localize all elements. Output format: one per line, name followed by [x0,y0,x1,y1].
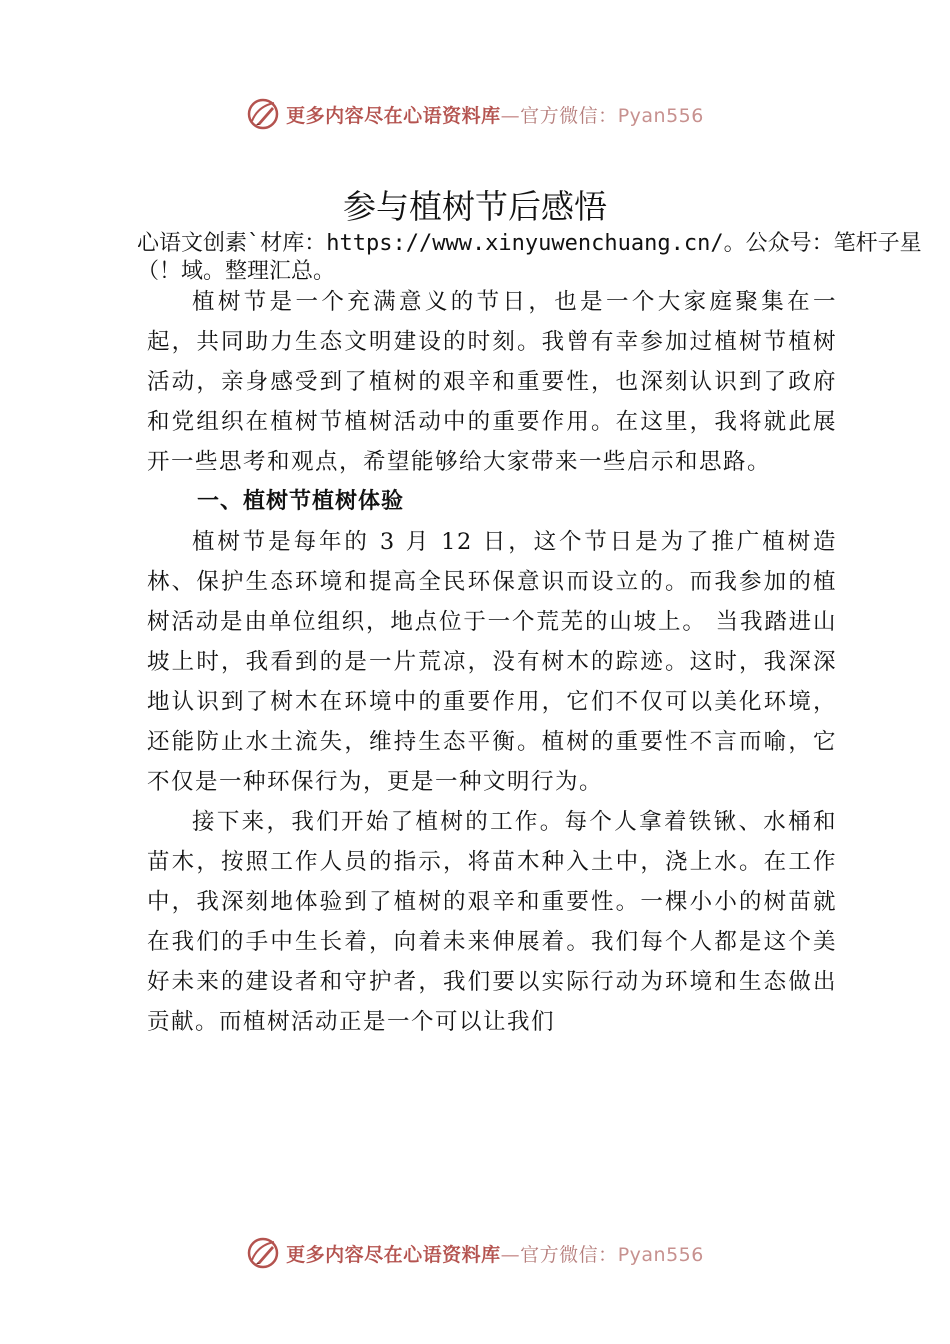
document-body [147,282,837,1042]
banner-text [286,101,704,128]
pen-logo-icon [246,1236,280,1270]
banner-text [286,1240,704,1267]
document-title: 参与植树节后感悟 [343,187,607,226]
paragraph: 接下来，我们开始了植树的工作。每个人拿着铁锹、水桶和苗木，按照工作人员的指示，将苗木种入土中，浇上水。在工作中，我深刻地体验到了植树的艰辛和重要性。一棵小小的树苗就在我们的手中生长着，向着未来伸展着。我们每个人都是这个美好未来的建设者和守护者，我们要以实际行动为环境和生态做出贡献。而植树活动正是一个可以让我们 [147,809,837,1035]
paragraph: 植树节是一个充满意义的节日，也是一个大家庭聚集在一起，共同助力生态文明建设的时刻。我曾有幸参加过植树节植树活动，亲身感受到了植树的艰辛和重要性，也深刻认识到了政府和党组织在植树节植树活动中的重要作用。在这里，我将就此展开一些思考和观点，希望能够给大家带来一些启示和思路。 [147,289,837,475]
header-banner [0,94,950,134]
footer-banner [0,1233,950,1273]
banner-dash: — [500,1243,521,1266]
banner-wechat-id: Pyan556 [617,1243,704,1266]
banner-dash: — [500,104,521,127]
banner-brand: 更多内容尽在心语资料库 [286,104,501,127]
section-heading: 一、植树节植树体验 [197,489,405,514]
banner-wechat-label: 官方微信： [520,1243,618,1266]
banner-brand: 更多内容尽在心语资料库 [286,1243,501,1266]
banner-wechat-label: 官方微信： [520,104,618,127]
source-line: 心语文创素`材库：https://www.xinyuwenchuang.cn/。公众号：笔杆子星（！域。整理汇总。 [137,231,922,284]
banner-wechat-id: Pyan556 [617,104,704,127]
pen-logo-icon [246,97,280,131]
paragraph: 植树节是每年的 3 月 12 日，这个节日是为了推广植树造林、保护生态环境和提高全民环保意识而设立的。而我参加的植树活动是由单位组织，地点位于一个荒芜的山坡上。 当我踏进山坡上时，我看到的是一片荒凉，没有树木的踪迹。这时，我深深地认识到了树木在环境中的重要作用，它们不仅可以美化环境，还能防止水土流失，维持生态平衡。植树的重要性不言而喻，它不仅是一种环保行为，更是一种文明行为。 [147,529,837,795]
